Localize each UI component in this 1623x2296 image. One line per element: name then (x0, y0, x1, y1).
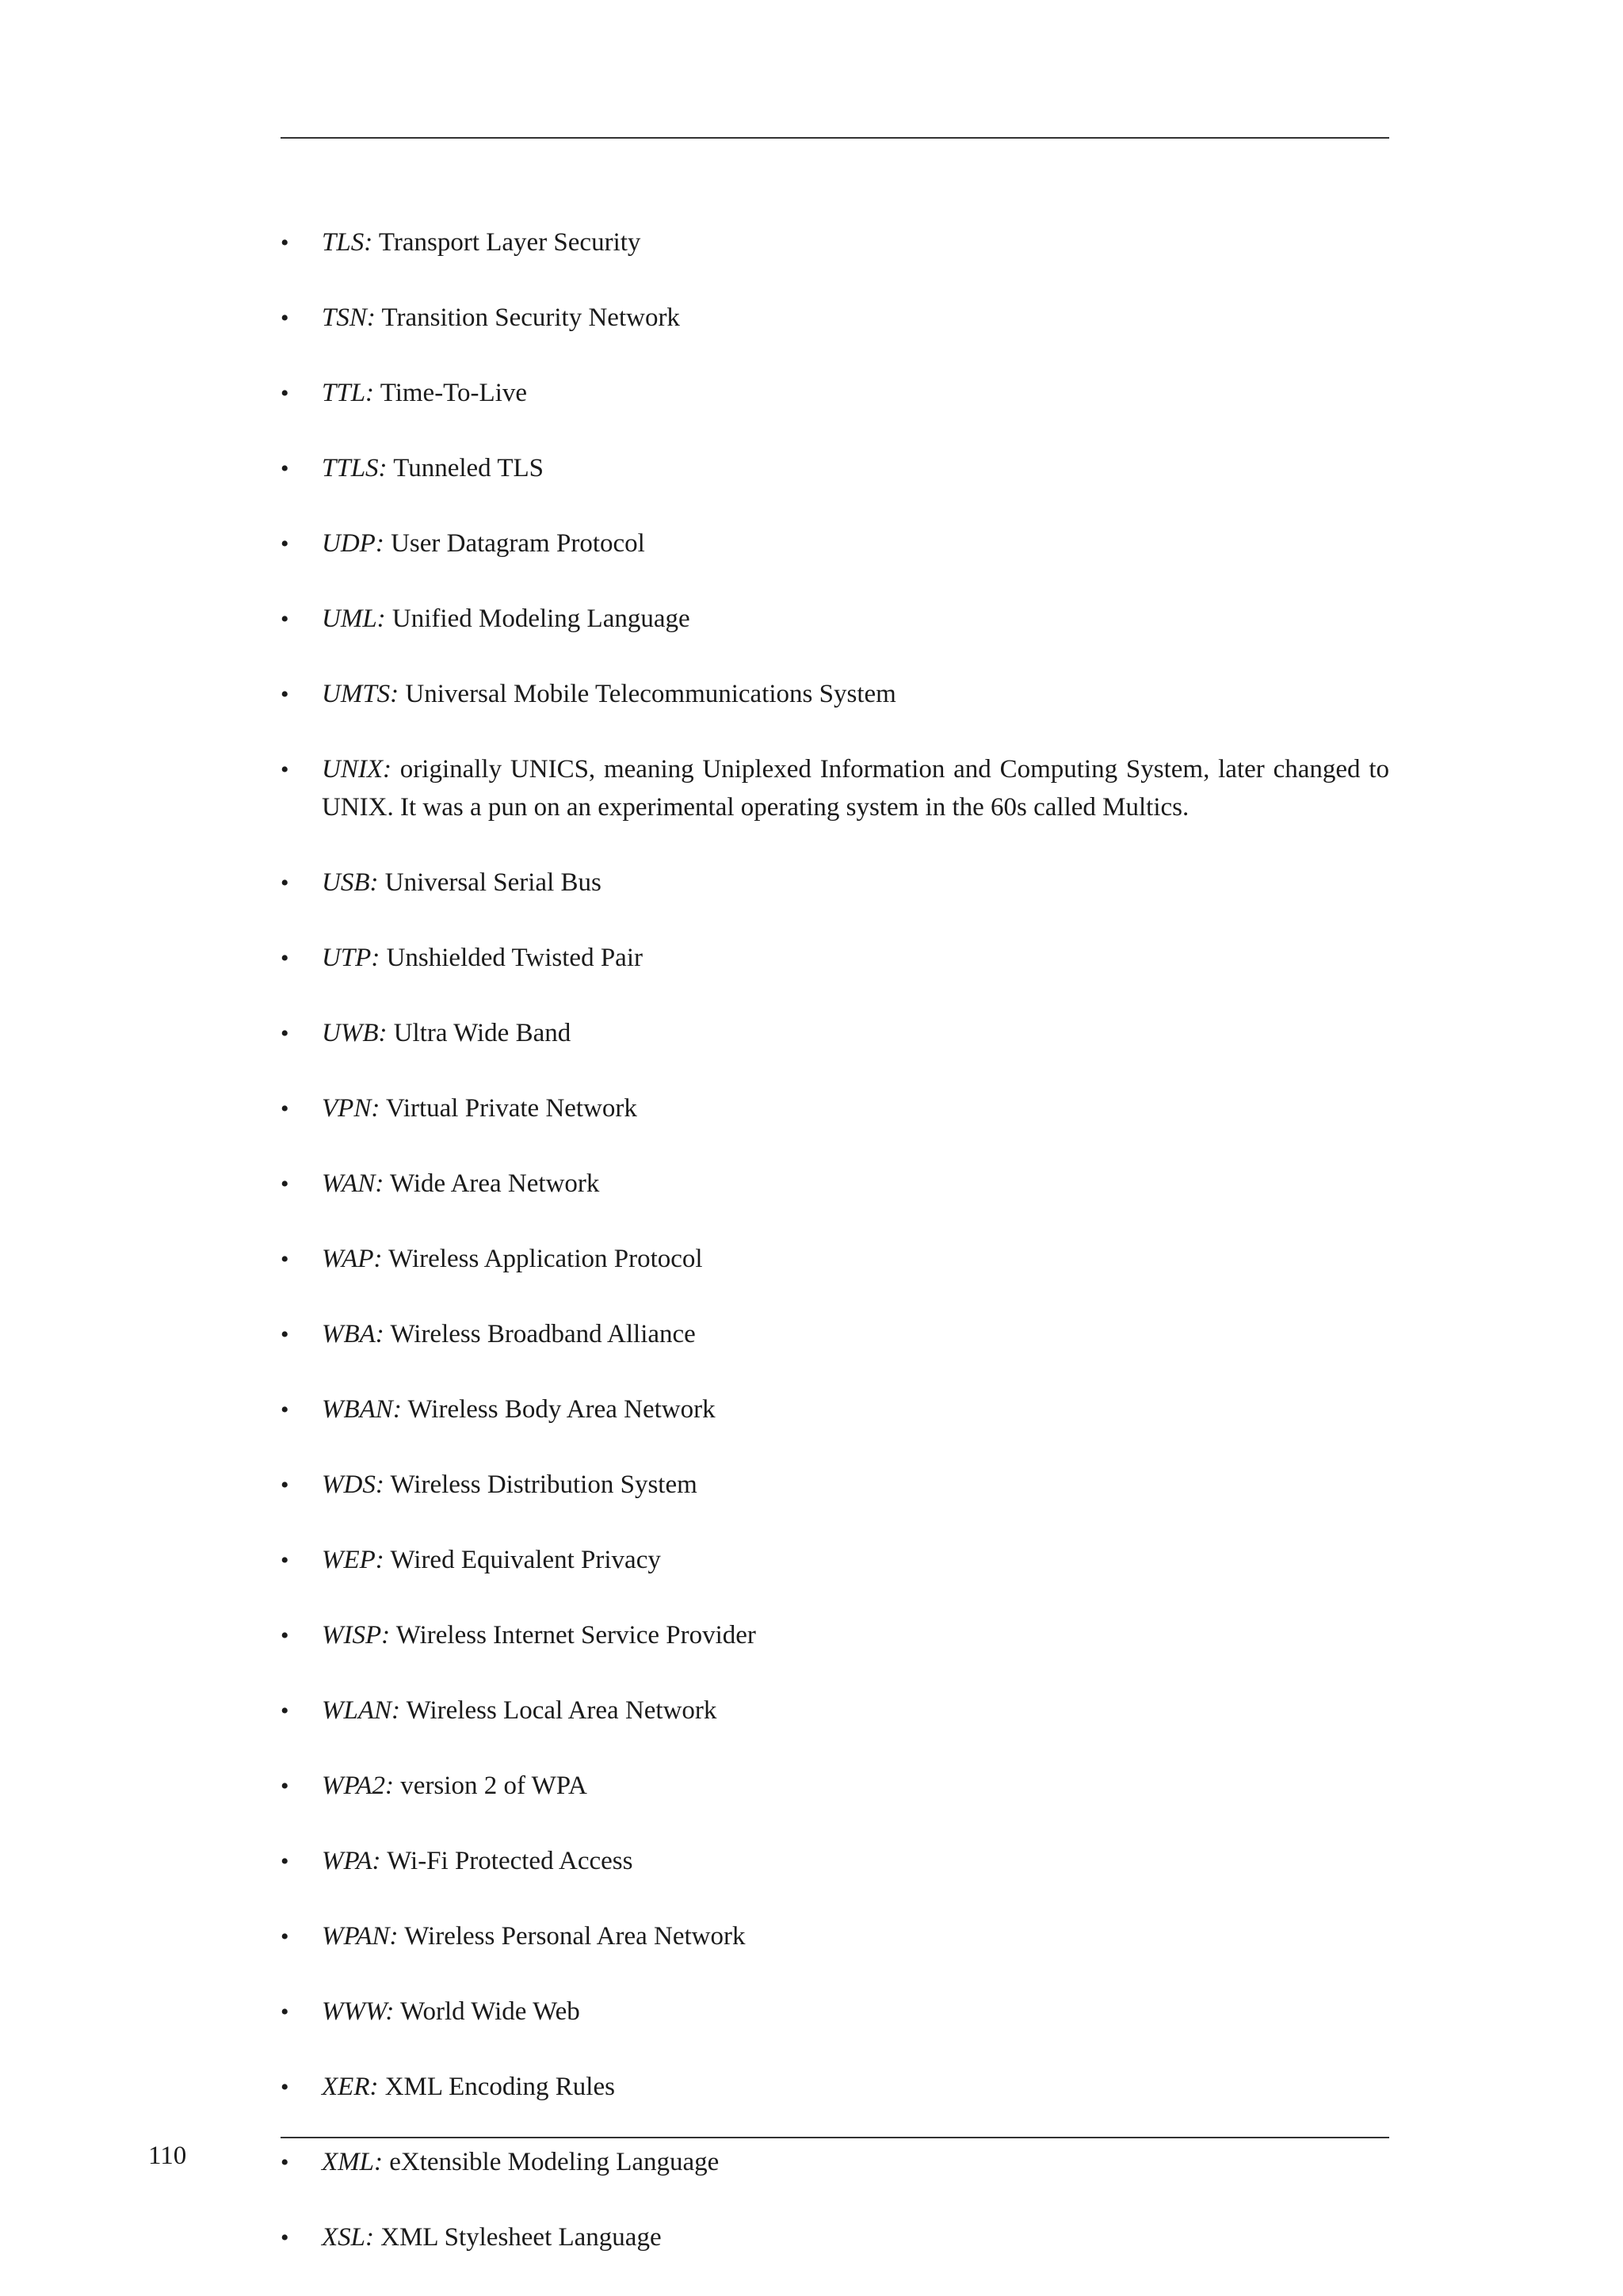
definition: Wireless Distribution System (384, 1470, 697, 1499)
bullet-icon: • (281, 1772, 289, 1799)
abbreviation: USB: (322, 868, 379, 897)
bullet-icon: • (281, 1622, 289, 1649)
bullet-icon: • (281, 2149, 289, 2176)
definition: Wireless Personal Area Network (398, 1921, 746, 1951)
definition: originally UNICS, meaning Uniplexed Information and Computing System, later changed to UNIX. It was a pun on an experimental operating system in the 60s called Multics. (322, 755, 1389, 822)
definition: Universal Serial Bus (378, 868, 601, 897)
abbreviation: WBAN: (322, 1394, 402, 1424)
list-item (281, 450, 1389, 488)
definition: Transport Layer Security (372, 228, 641, 257)
definition: Wireless Body Area Network (401, 1394, 716, 1424)
definition: Wireless Broadband Alliance (384, 1319, 696, 1348)
definition: Transition Security Network (375, 303, 680, 332)
list-item (281, 751, 1389, 826)
list-item (281, 1768, 1389, 1806)
list-item (281, 2219, 1389, 2257)
definition: Wide Area Network (384, 1169, 600, 1198)
abbreviation: TSN: (322, 303, 376, 332)
list-item (281, 864, 1389, 902)
abbreviation: UWB: (322, 1018, 388, 1047)
bullet-icon: • (281, 1095, 289, 1122)
list-item (281, 940, 1389, 978)
list-item (281, 2069, 1389, 2107)
bullet-icon: • (281, 1998, 289, 2025)
bullet-icon: • (281, 2073, 289, 2100)
definition: Unified Modeling Language (385, 605, 690, 633)
bullet-icon: • (281, 531, 289, 557)
definition: Wireless Internet Service Provider (390, 1620, 756, 1650)
definition: User Datagram Protocol (384, 529, 645, 558)
bullet-icon: • (281, 1697, 289, 1724)
abbreviation: VPN: (322, 1093, 380, 1123)
list-item (281, 1241, 1389, 1279)
definition: Universal Mobile Telecommunications System (399, 680, 896, 708)
footer-rule (281, 2137, 1389, 2138)
abbreviation: XML: (322, 2147, 383, 2176)
abbreviation: WDS: (322, 1470, 384, 1499)
definition: Tunneled TLS (387, 454, 544, 482)
definition: Virtual Private Network (380, 1093, 637, 1123)
bullet-icon: • (281, 757, 289, 783)
list-item (281, 1542, 1389, 1580)
bullet-icon: • (281, 2224, 289, 2251)
list-item (281, 2144, 1389, 2182)
abbreviation: WBA: (322, 1319, 384, 1348)
bullet-icon: • (281, 944, 289, 971)
list-item (281, 1993, 1389, 2031)
abbreviation: WWW: (322, 1997, 395, 2026)
abbreviation: WAN: (322, 1169, 384, 1198)
bullet-icon: • (281, 230, 289, 256)
list-item (281, 375, 1389, 413)
abbreviation: XER: (322, 2072, 379, 2101)
list-item (281, 601, 1389, 639)
definition: XML Stylesheet Language (374, 2222, 662, 2252)
definition: Wireless Local Area Network (400, 1695, 717, 1725)
definition: Wi-Fi Protected Access (380, 1846, 633, 1875)
list-item (281, 1165, 1389, 1203)
bullet-icon: • (281, 869, 289, 896)
bullet-icon: • (281, 1848, 289, 1875)
list-item (281, 1918, 1389, 1956)
abbreviation: WPA2: (322, 1771, 395, 1800)
definition: Unshielded Twisted Pair (380, 943, 643, 972)
definition: Wireless Application Protocol (382, 1244, 703, 1273)
abbreviation: WLAN: (322, 1695, 400, 1725)
abbreviation: UTP: (322, 943, 380, 972)
bullet-icon: • (281, 456, 289, 482)
header-rule (281, 137, 1389, 139)
list-item (281, 676, 1389, 714)
list-item (281, 1692, 1389, 1730)
list-item (281, 525, 1389, 563)
abbreviation: UMTS: (322, 680, 399, 708)
bullet-icon: • (281, 1170, 289, 1197)
list-item (281, 1617, 1389, 1655)
abbreviation: WEP: (322, 1545, 384, 1574)
definition: eXtensible Modeling Language (383, 2147, 720, 2176)
abbreviation: TTLS: (322, 454, 388, 482)
list-item (281, 1090, 1389, 1128)
abbreviation: WPA: (322, 1846, 381, 1875)
abbreviation: UDP: (322, 529, 384, 558)
bullet-icon: • (281, 1396, 289, 1423)
abbreviation: WPAN: (322, 1921, 399, 1951)
bullet-icon: • (281, 681, 289, 707)
list-item (281, 299, 1389, 338)
list-item (281, 1843, 1389, 1881)
abbreviation: WAP: (322, 1244, 383, 1273)
bullet-icon: • (281, 1471, 289, 1498)
bullet-icon: • (281, 1020, 289, 1047)
bullet-icon: • (281, 1923, 289, 1950)
abbreviation: XSL: (322, 2222, 374, 2252)
definition: version 2 of WPA (394, 1771, 587, 1800)
list-item (281, 1391, 1389, 1429)
bullet-icon: • (281, 305, 289, 331)
abbreviation-list (281, 224, 1389, 2294)
bullet-icon: • (281, 1321, 289, 1348)
abbreviation: WISP: (322, 1620, 391, 1650)
bullet-icon: • (281, 380, 289, 406)
list-item (281, 224, 1389, 262)
definition: World Wide Web (394, 1997, 580, 2026)
list-item (281, 1015, 1389, 1053)
definition: XML Encoding Rules (378, 2072, 615, 2101)
abbreviation: UML: (322, 605, 386, 633)
abbreviation: TTL: (322, 379, 375, 407)
list-item (281, 1316, 1389, 1354)
abbreviation: UNIX: (322, 755, 391, 784)
bullet-icon: • (281, 1547, 289, 1573)
bullet-icon: • (281, 1245, 289, 1272)
definition: Time-To-Live (374, 379, 528, 407)
list-item (281, 1466, 1389, 1505)
definition: Ultra Wide Band (387, 1018, 571, 1047)
abbreviation: TLS: (322, 228, 373, 257)
definition: Wired Equivalent Privacy (384, 1545, 661, 1574)
page-number: 110 (148, 2142, 187, 2170)
bullet-icon: • (281, 606, 289, 632)
